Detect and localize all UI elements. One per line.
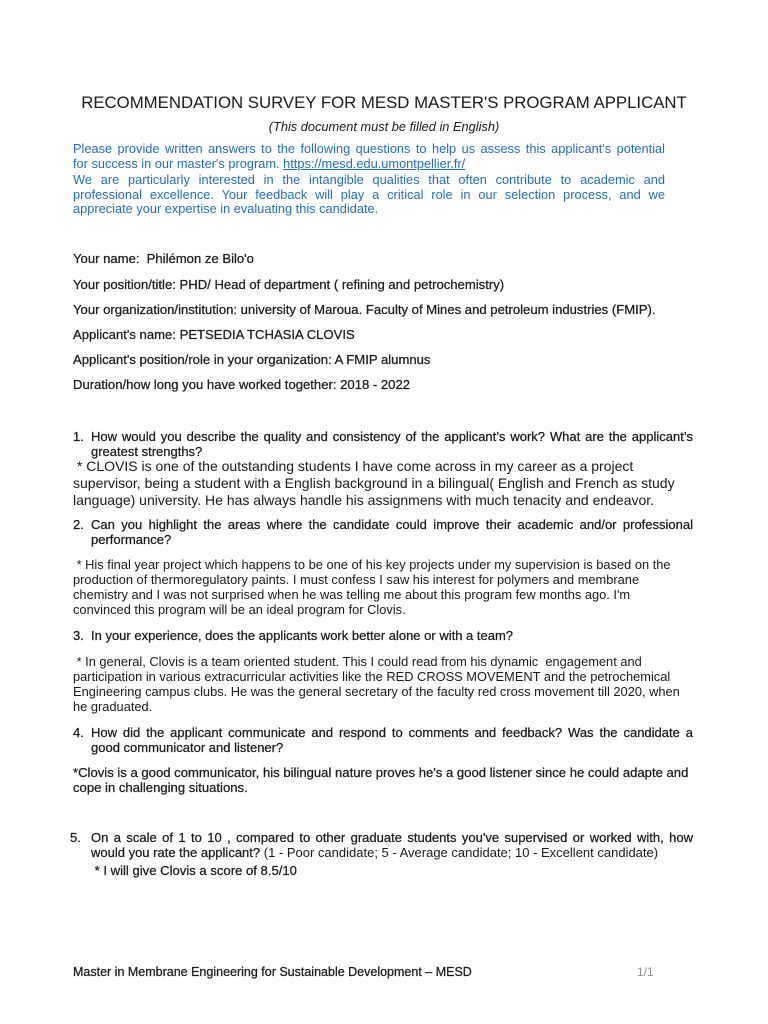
field-value: A FMIP alumnus bbox=[334, 352, 431, 367]
field-value: Philémon ze Bilo'o bbox=[146, 251, 254, 266]
intro-text: for success in our master's program. bbox=[73, 155, 280, 171]
question-text-line: good communicator and listener? bbox=[91, 739, 284, 755]
footer-program-name: Master in Membrane Engineering for Sustainable Development – MESD bbox=[73, 965, 472, 979]
question-text-line: How did the applicant communicate and respond to comments and feedback? Was the candidate a bbox=[91, 725, 693, 740]
field-label: Duration/how long you have worked together: bbox=[73, 377, 337, 392]
question-number: 2. bbox=[73, 517, 84, 532]
question-text-line: performance? bbox=[91, 531, 172, 547]
field-value: PHD/ Head of department ( refining and petrochemistry) bbox=[179, 277, 505, 292]
answer-text-line: participation in various extracurricular activities like the RED CROSS MOVEMENT and the petrochemical bbox=[73, 669, 671, 684]
question-number: 1. bbox=[73, 429, 84, 444]
field-label: Your name: bbox=[73, 251, 140, 266]
question-4 bbox=[73, 726, 693, 755]
question-text-line: In your experience, does the applicants work better alone or with a team? bbox=[91, 628, 514, 643]
answer-text-line: Engineering campus clubs. He was the general secretary of the faculty red cross movement till 2020, when bbox=[73, 684, 680, 699]
field-applicant-role bbox=[73, 352, 430, 368]
document-subtitle: (This document must be filled in English) bbox=[268, 119, 500, 134]
question-text-line: How would you describe the quality and consistency of the applicant’s work? What are the applicant’s bbox=[91, 429, 693, 444]
question-3 bbox=[73, 629, 693, 644]
answer-text-line: *Clovis is a good communicator, his bilingual nature proves he's a good listener since he could adapte and bbox=[73, 765, 689, 780]
field-label: Applicant's name: bbox=[73, 327, 176, 342]
question-5 bbox=[70, 830, 693, 860]
field-value: PETSEDIA TCHASIA CLOVIS bbox=[179, 327, 355, 342]
intro-paragraph-1 bbox=[73, 142, 665, 171]
field-label: Applicant's position/role in your organization: bbox=[73, 352, 332, 367]
answer-text-line: language) university. He has always handle his assignmens with much tenacity and endeavor. bbox=[73, 492, 655, 508]
intro-paragraph-2 bbox=[73, 173, 665, 217]
page-number: 1/1 bbox=[637, 965, 654, 979]
rating-scale-note: (1 - Poor candidate; 5 - Average candidate; 10 - Excellent candidate) bbox=[263, 844, 659, 860]
survey-website-link[interactable]: https://mesd.edu.umontpellier.fr/ bbox=[283, 155, 466, 171]
field-label: Your position/title: bbox=[73, 277, 176, 292]
field-organization bbox=[73, 302, 655, 318]
answer-5 bbox=[91, 864, 691, 879]
answer-text-line: chemistry and I was not surprised when he was telling me about this program few months ago. I'm bbox=[73, 587, 631, 602]
question-text-line: Can you highlight the areas where the candidate could improve their academic and/or professional bbox=[91, 517, 693, 532]
field-applicant-name bbox=[73, 327, 355, 343]
answer-2 bbox=[73, 557, 693, 617]
answer-text-line: * His final year project which happens to be one of his key projects under my supervision is based on the bbox=[73, 557, 671, 572]
intro-text-line: appreciate your expertise in evaluating this candidate. bbox=[73, 201, 379, 216]
question-number: 4. bbox=[73, 725, 84, 740]
question-text-line: On a scale of 1 to 10 , compared to other graduate students you've supervised or worked with, how bbox=[91, 830, 693, 845]
field-position-title bbox=[73, 277, 504, 293]
field-duration bbox=[73, 377, 410, 393]
intro-text-line: We are particularly interested in the intangible qualities that often contribute to academic and bbox=[73, 172, 665, 187]
field-value: 2018 - 2022 bbox=[340, 377, 411, 392]
question-1 bbox=[73, 430, 693, 459]
answer-text-line: he graduated. bbox=[73, 699, 153, 714]
answer-4 bbox=[73, 766, 693, 795]
question-text: would you rate the applicant? bbox=[91, 844, 261, 860]
answer-3 bbox=[73, 654, 693, 714]
question-2 bbox=[73, 518, 693, 547]
question-text-line: greatest strengths? bbox=[91, 443, 203, 459]
field-value: university of Maroua. Faculty of Mines and petroleum industries (FMIP). bbox=[240, 302, 656, 317]
intro-text-line: Please provide written answers to the following questions to help us assess this applicant's potential bbox=[73, 141, 665, 156]
answer-text-line: production of thermoregulatory paints. I must confess I saw his interest for polymers and membrane bbox=[73, 572, 640, 587]
question-number: 5. bbox=[70, 830, 81, 845]
answer-text-line: * CLOVIS is one of the outstanding students I have come across in my career as a project bbox=[73, 458, 634, 474]
intro-text-line bbox=[73, 157, 665, 172]
intro-text-line: professional excellence. Your feedback will play a critical role in our selection process, and we bbox=[73, 186, 665, 202]
question-number: 3. bbox=[73, 628, 84, 643]
document-title: RECOMMENDATION SURVEY FOR MESD MASTER'S PROGRAM APPLICANT bbox=[81, 93, 687, 112]
field-label: Your organization/institution: bbox=[73, 302, 238, 317]
answer-text-line: * I will give Clovis a score of 8.5/10 bbox=[91, 863, 297, 878]
answer-text-line: convinced this program will be an ideal program for Clovis. bbox=[73, 602, 406, 617]
field-your-name bbox=[73, 251, 254, 267]
question-text-line bbox=[91, 846, 693, 861]
answer-text-line: * In general, Clovis is a team oriented student. This I could read from his dynamic engagement and bbox=[73, 654, 642, 669]
answer-text-line: supervisor, being a student with a English background in a bilingual( English and French as study bbox=[73, 475, 675, 491]
answer-1 bbox=[73, 458, 693, 509]
answer-text-line: cope in challenging situations. bbox=[73, 779, 248, 795]
